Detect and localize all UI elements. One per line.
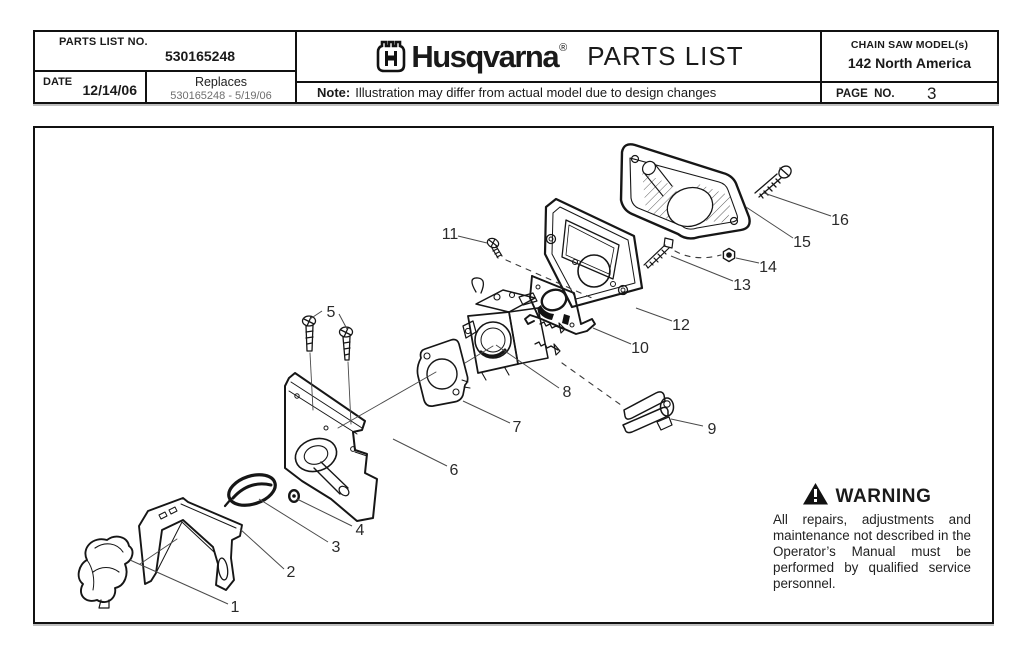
part-air-baffle [139,498,242,590]
page-cell [822,81,997,102]
callout-number-14: 14 [759,259,777,276]
warning-block [773,482,971,592]
registered-mark: ® [559,41,568,54]
warning-header [773,482,971,506]
parts-list-no-value: 530165248 [164,48,236,64]
callout-number-1: 1 [230,599,240,616]
callout-number-4: 4 [355,522,365,539]
callout-number-10: 10 [631,340,649,357]
warning-text: All repairs, adjustments and maintenance not described in the Operator’s Manual must be performed by qualified service personnel. [773,512,971,591]
part-fuel-line-loop [225,469,279,510]
callout-number-2: 2 [286,564,296,581]
callout-number-7: 7 [512,419,522,436]
note-text: Illustration may differ from actual model due to design changes [355,85,717,100]
part-cover-screw [755,164,794,198]
leader-line-7 [463,401,510,423]
part-gasket [417,340,470,407]
note-row [297,81,820,102]
part-intake-manifold [79,537,133,608]
callout-number-11: 11 [441,226,459,243]
leader-line-14 [736,258,759,263]
model-value: 142 North America [847,55,972,71]
leader-line-5 [339,314,347,329]
diagram-frame [33,126,994,624]
part-carburetor [463,278,565,380]
parts-list-no-label: PARTS LIST NO. [59,36,148,48]
leader-line-5 [310,311,322,319]
date-label: DATE [43,76,73,88]
leader-line-9 [671,419,703,426]
callout-number-12: 12 [672,317,690,334]
leader-line-10 [593,328,631,344]
header-right-block [822,32,997,102]
callout-number-16: 16 [831,212,849,229]
part-grommet [289,490,299,502]
page-title: PARTS LIST [587,41,744,71]
callout-number-8: 8 [562,384,572,401]
replaces-value: 530165248 - 5/19/06 [170,90,272,102]
date-value: 12/14/06 [82,82,137,98]
part-bracket-clip [623,392,674,433]
leader-line-15 [746,207,793,238]
part-bolt [644,238,673,268]
date-cell [35,72,145,102]
leader-line-13 [671,256,733,281]
note-label: Note: [317,85,351,100]
model-cell [822,32,997,81]
warning-title: WARNING [835,486,932,507]
replaces-cell [145,72,295,102]
husqvarna-crown-logo-icon [373,39,409,75]
leader-line-3 [259,499,328,542]
callout-number-13: 13 [733,277,751,294]
header-left-block [35,32,297,102]
leader-line-4 [297,499,352,526]
callout-number-3: 3 [331,539,341,556]
warning-triangle-icon [802,482,829,506]
leader-line-6 [393,439,447,466]
page-no-value: 3 [927,84,937,103]
brand-name: Husqvarna [411,38,559,74]
callout-layer [130,193,849,616]
parts-list-no-cell [35,32,295,70]
callout-number-6: 6 [449,462,459,479]
replaces-label: Replaces [194,75,248,89]
callout-number-9: 9 [707,421,717,438]
leader-line-16 [764,193,831,216]
callout-number-5: 5 [326,304,336,321]
header-center-block [297,32,822,102]
callout-number-15: 15 [793,234,811,251]
header-table [33,30,999,104]
model-label: CHAIN SAW MODEL(s) [850,39,969,51]
page-no-label: PAGE NO. [836,88,895,100]
part-screw-small [486,237,502,258]
part-air-filter-cover [621,144,750,238]
leader-line-12 [636,308,672,321]
leader-line-2 [240,529,284,569]
part-nut [723,249,734,262]
brand-row [297,32,820,81]
leader-line-11 [458,236,487,243]
